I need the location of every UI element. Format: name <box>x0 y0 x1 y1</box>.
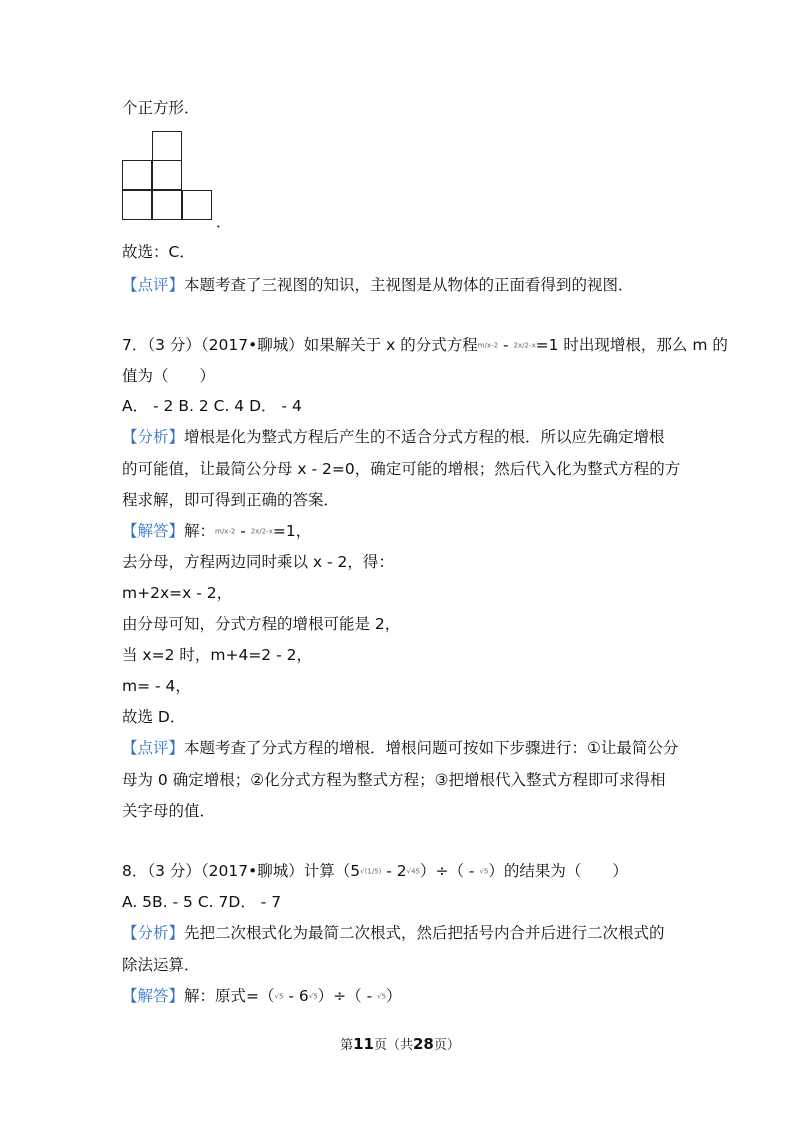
figure-square <box>152 131 182 161</box>
radical: √5 <box>308 992 318 1001</box>
review-tag: 【点评】 <box>122 276 185 294</box>
q7-solution <box>122 521 311 542</box>
q7-step-2: m+2x=x - 2， <box>122 584 233 602</box>
radical: √5 <box>479 867 489 876</box>
solution-text: 解：原式=（ <box>184 987 275 1005</box>
page-footer <box>0 1034 800 1053</box>
q7-review-3: 关字母的值． <box>122 802 216 820</box>
analysis-text: 增根是化为整式方程后产生的不适合分式方程的根．所以应先确定增根 <box>184 428 665 446</box>
review-text: 本题考查了分式方程的增根．增根问题可按如下步骤进行：①让最简公分 <box>184 739 679 757</box>
total-pages: 28 <box>413 1035 434 1053</box>
radical: √45 <box>406 867 420 876</box>
minus-sign: - <box>498 336 514 354</box>
q7-analysis-3: 程求解，即可得到正确的答案． <box>122 491 340 509</box>
footer-text: 第 <box>340 1038 354 1053</box>
q7-review-1 <box>122 738 678 758</box>
figure-period: ． <box>216 213 232 231</box>
figure-square <box>122 190 152 220</box>
review-text: 本题考查了三视图的知识，主视图是从物体的正面看得到的视图． <box>184 276 634 294</box>
q7-options: A． - 2 B. 2 C. 4 D． - 4 <box>122 397 302 415</box>
solution-text: - 6 <box>283 987 309 1005</box>
q7-stem-end: =1 时出现增根，那么 m 的 <box>535 336 728 354</box>
footer-text: 页（共 <box>373 1038 413 1053</box>
page-number: 11 <box>353 1035 374 1053</box>
fraction: m/x-2 <box>215 527 236 536</box>
figure-square <box>152 160 182 190</box>
solution-tag: 【解答】 <box>122 987 185 1005</box>
q7-step-5: m= - 4， <box>122 677 191 695</box>
q7-line1 <box>122 335 728 356</box>
analysis-tag: 【分析】 <box>122 428 185 446</box>
figure-square <box>182 190 212 220</box>
q7-step-4: 当 x=2 时，m+4=2 - 2， <box>122 646 312 664</box>
solution-text: ）÷（ - <box>317 987 378 1005</box>
q7-analysis-1 <box>122 427 665 447</box>
analysis-tag: 【分析】 <box>122 924 185 942</box>
solution-text: 解： <box>184 522 216 540</box>
q8-stem: - 2 <box>381 862 407 880</box>
q8-stem-end: ）的结果为（ ） <box>488 862 628 880</box>
fraction: m/x-2 <box>477 341 499 350</box>
q8-solution <box>122 986 402 1007</box>
solution-tag: 【解答】 <box>122 522 185 540</box>
q7-review-2: 母为 0 确定增根；②化分式方程为整式方程；③把增根代入整式方程即可求得相 <box>122 771 666 789</box>
figure-square <box>122 160 152 190</box>
footer-text: 页） <box>433 1038 460 1053</box>
radical: √5 <box>274 992 284 1001</box>
solution-text: =1， <box>272 522 312 540</box>
radical: √(1/5) <box>360 867 382 876</box>
radical: √5 <box>377 992 387 1001</box>
q7-choice: 故选 D． <box>122 708 186 726</box>
intro-line: 个正方形． <box>122 99 200 117</box>
fraction: 2x/2-x <box>513 341 536 350</box>
q8-options: A. 5B. - 5 C. 7D． - 7 <box>122 893 282 911</box>
analysis-text: 先把二次根式化为最简二次根式，然后把括号内合并后进行二次根式的 <box>184 924 665 942</box>
q7-analysis-2: 的可能值，让最简公分母 x - 2=0，确定可能的增根；然后代入化为整式方程的方 <box>122 460 681 478</box>
minus-sign: - <box>235 522 251 540</box>
solution-text: ） <box>386 987 402 1005</box>
q7-step-3: 由分母可知，分式方程的增根可能是 2， <box>122 615 401 633</box>
review-6 <box>122 275 634 295</box>
figure-square <box>152 190 182 220</box>
q8-analysis-2: 除法运算． <box>122 956 200 974</box>
q8-stem: 8．（3 分）（2017•聊城）计算（5 <box>122 862 361 880</box>
q7-stem: 7．（3 分）（2017•聊城）如果解关于 x 的分式方程 <box>122 336 478 354</box>
review-tag: 【点评】 <box>122 739 185 757</box>
q7-line2: 值为（ ） <box>122 367 216 385</box>
q7-step-1: 去分母，方程两边同时乘以 x - 2，得： <box>122 553 394 571</box>
q8-stem: ）÷（ - <box>420 862 480 880</box>
q8-line1 <box>122 861 628 882</box>
choice-6: 故选：C． <box>122 243 195 261</box>
fraction: 2x/2-x <box>250 527 273 536</box>
q8-analysis-1 <box>122 923 665 943</box>
